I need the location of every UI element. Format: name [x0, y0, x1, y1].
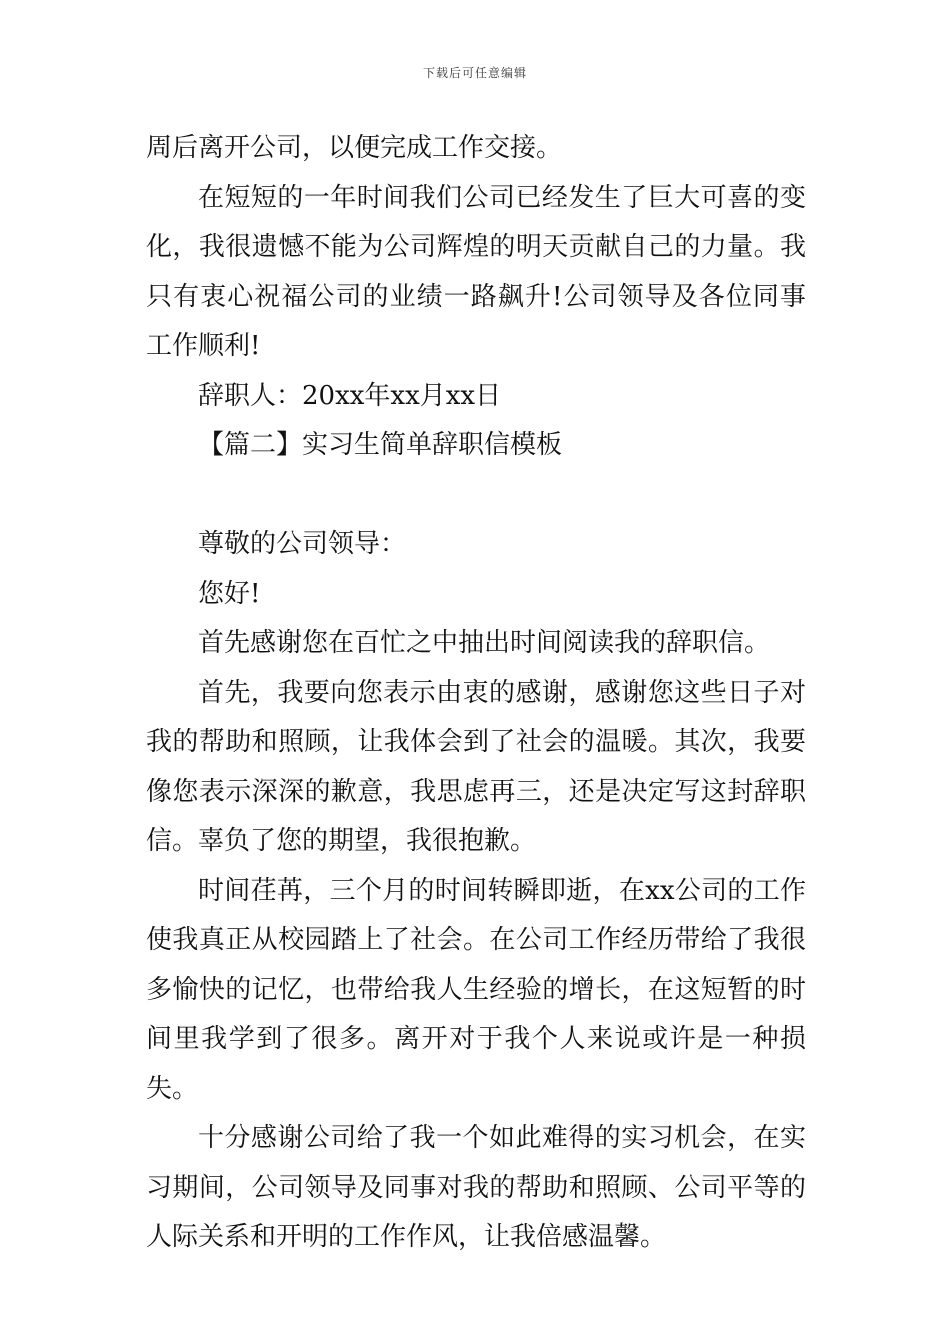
paragraph-three-months: 时间荏苒，三个月的时间转瞬即逝，在xx公司的工作使我真正从校园踏上了社会。在公司工作经历带给了我很多愉快的记忆，也带给我人生经验的增长，在这短暂的时间里我学到了很多。离开对于我个人来说或许是一种损失。	[146, 875, 806, 1104]
paragraph-internship-thanks: 十分感谢公司给了我一个如此难得的实习机会，在实习期间，公司领导及同事对我的帮助和照顾、公司平等的人际关系和开明的工作作风，让我倍感温馨。	[146, 1123, 806, 1252]
paragraph-continuation: 周后离开公司，以便完成工作交接。	[146, 133, 563, 163]
paragraph-thanks-reading: 首先感谢您在百忙之中抽出时间阅读我的辞职信。	[198, 628, 771, 658]
document-body	[146, 124, 806, 1263]
greeting: 您好!	[198, 578, 261, 609]
salutation: 尊敬的公司领导：	[198, 529, 407, 559]
section-title: 【篇二】实习生简单辞职信模板	[198, 430, 563, 460]
blank-line	[146, 471, 806, 521]
paragraph-company-change: 在短短的一年时间我们公司已经发生了巨大可喜的变化，我很遗憾不能为公司辉煌的明天贡献自己的力量。我只有衷心祝福公司的业绩一路飙升!公司领导及各位同事工作顺利!	[146, 182, 806, 361]
page-header: 下载后可任意编辑	[422, 66, 527, 80]
signature-line: 辞职人：20xx年xx月xx日	[198, 380, 502, 411]
paragraph-gratitude-apology: 首先，我要向您表示由衷的感谢，感谢您这些日子对我的帮助和照顾，让我体会到了社会的温暖。其次，我要像您表示深深的歉意，我思虑再三，还是决定写这封辞职信。辜负了您的期望，我很抱歉。	[146, 677, 806, 856]
